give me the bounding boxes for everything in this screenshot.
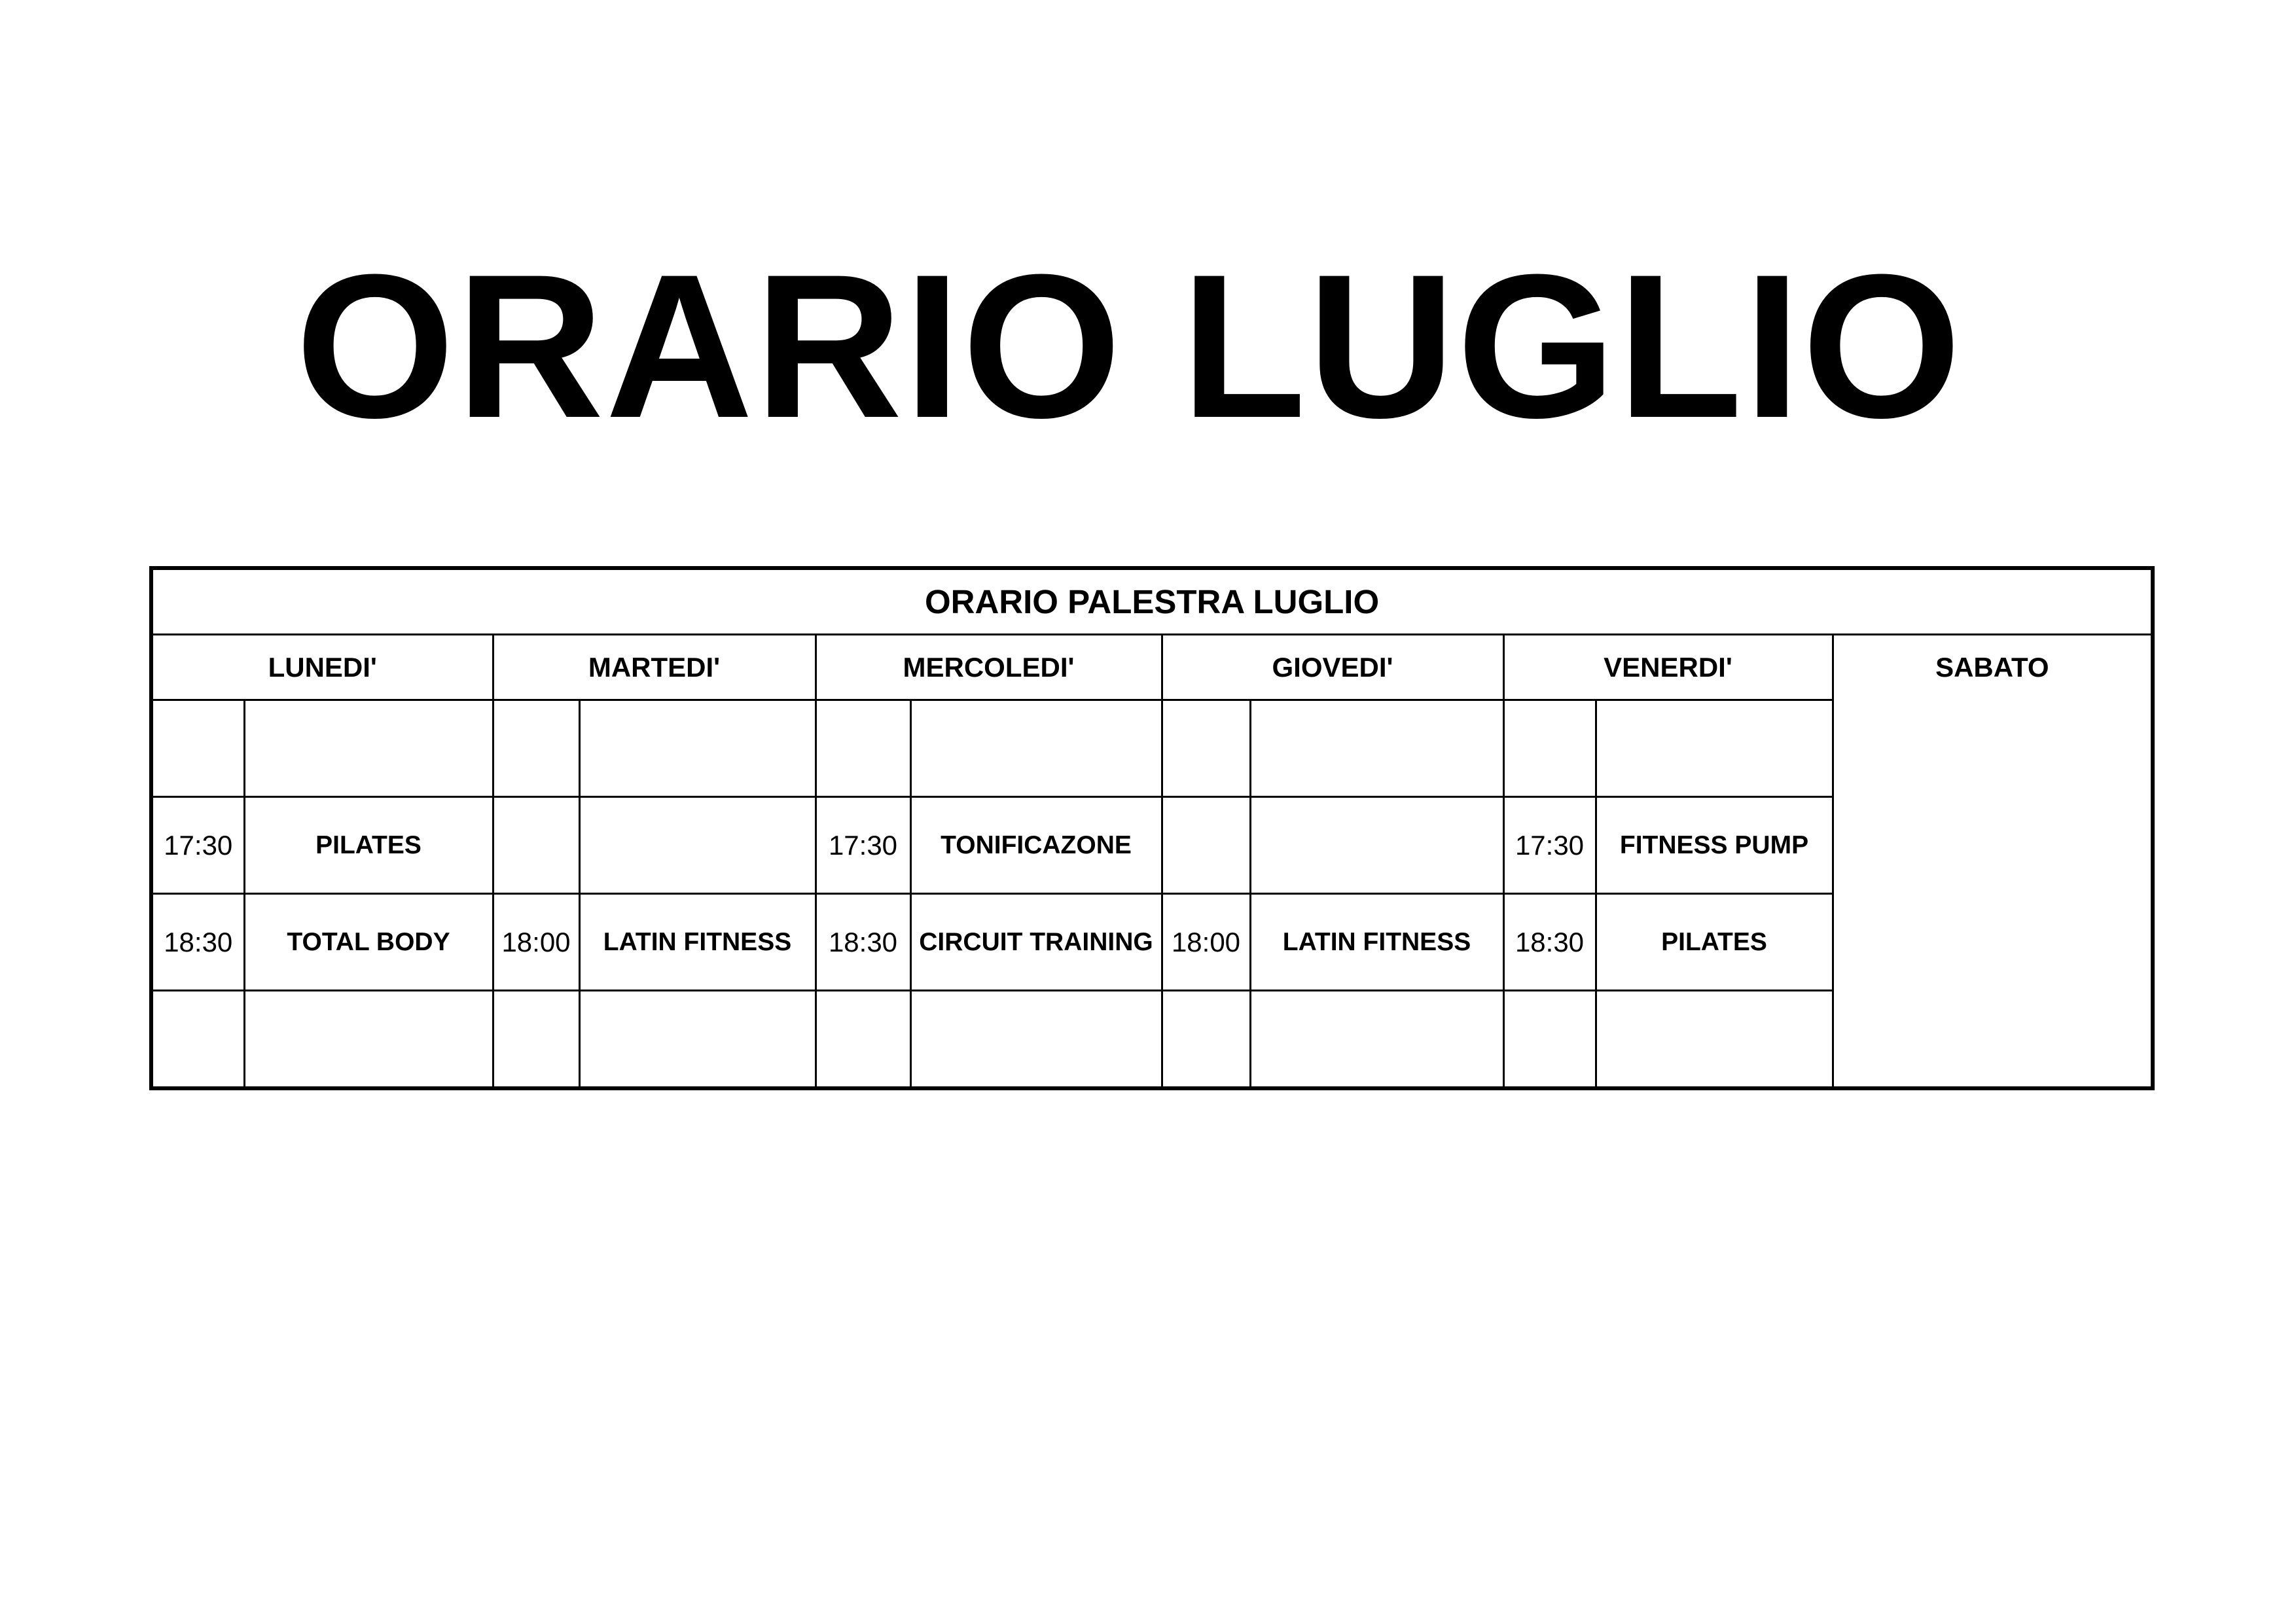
schedule-table — [149, 566, 2155, 1090]
time-cell: 18:30 — [151, 894, 244, 991]
time-cell: 18:00 — [1162, 894, 1250, 991]
time-cell: 17:30 — [1503, 797, 1596, 894]
time-cell: 18:30 — [816, 894, 910, 991]
day-header-sabato: SABATO — [1833, 635, 2153, 1089]
day-header-mercoledi: MERCOLEDI' — [816, 635, 1162, 700]
activity-cell: TOTAL BODY — [244, 894, 493, 991]
activity-cell — [1250, 700, 1503, 797]
time-cell — [493, 700, 579, 797]
activity-cell: LATIN FITNESS — [1250, 894, 1503, 991]
activity-cell — [910, 700, 1162, 797]
time-cell — [816, 700, 910, 797]
time-cell: 18:00 — [493, 894, 579, 991]
activity-cell — [244, 700, 493, 797]
time-cell — [493, 991, 579, 1089]
time-cell — [1162, 991, 1250, 1089]
activity-cell: FITNESS PUMP — [1596, 797, 1833, 894]
activity-cell: CIRCUIT TRAINING — [910, 894, 1162, 991]
time-cell — [151, 991, 244, 1089]
activity-cell — [579, 700, 816, 797]
time-cell — [1162, 700, 1250, 797]
time-cell — [816, 991, 910, 1089]
activity-cell: LATIN FITNESS — [579, 894, 816, 991]
time-cell: 17:30 — [816, 797, 910, 894]
time-cell — [1503, 700, 1596, 797]
activity-cell — [910, 991, 1162, 1089]
time-cell: 18:30 — [1503, 894, 1596, 991]
time-cell — [151, 700, 244, 797]
activity-cell: PILATES — [1596, 894, 1833, 991]
day-header-giovedi: GIOVEDI' — [1162, 635, 1503, 700]
day-header-venerdi: VENERDI' — [1503, 635, 1833, 700]
time-cell — [493, 797, 579, 894]
day-header-lunedi: LUNEDI' — [151, 635, 493, 700]
activity-cell: TONIFICAZONE — [910, 797, 1162, 894]
activity-cell — [579, 797, 816, 894]
table-title-row — [151, 568, 2153, 635]
activity-cell — [1250, 797, 1503, 894]
day-header-martedi: MARTEDI' — [493, 635, 816, 700]
activity-cell — [1596, 991, 1833, 1089]
time-cell — [1162, 797, 1250, 894]
activity-cell — [1250, 991, 1503, 1089]
page-title: ORARIO LUGLIO — [295, 232, 1963, 461]
activity-cell: PILATES — [244, 797, 493, 894]
day-header-row — [151, 635, 2153, 700]
activity-cell — [579, 991, 816, 1089]
time-cell: 17:30 — [151, 797, 244, 894]
activity-cell — [1596, 700, 1833, 797]
table-title: ORARIO PALESTRA LUGLIO — [151, 568, 2153, 635]
activity-cell — [244, 991, 493, 1089]
time-cell — [1503, 991, 1596, 1089]
